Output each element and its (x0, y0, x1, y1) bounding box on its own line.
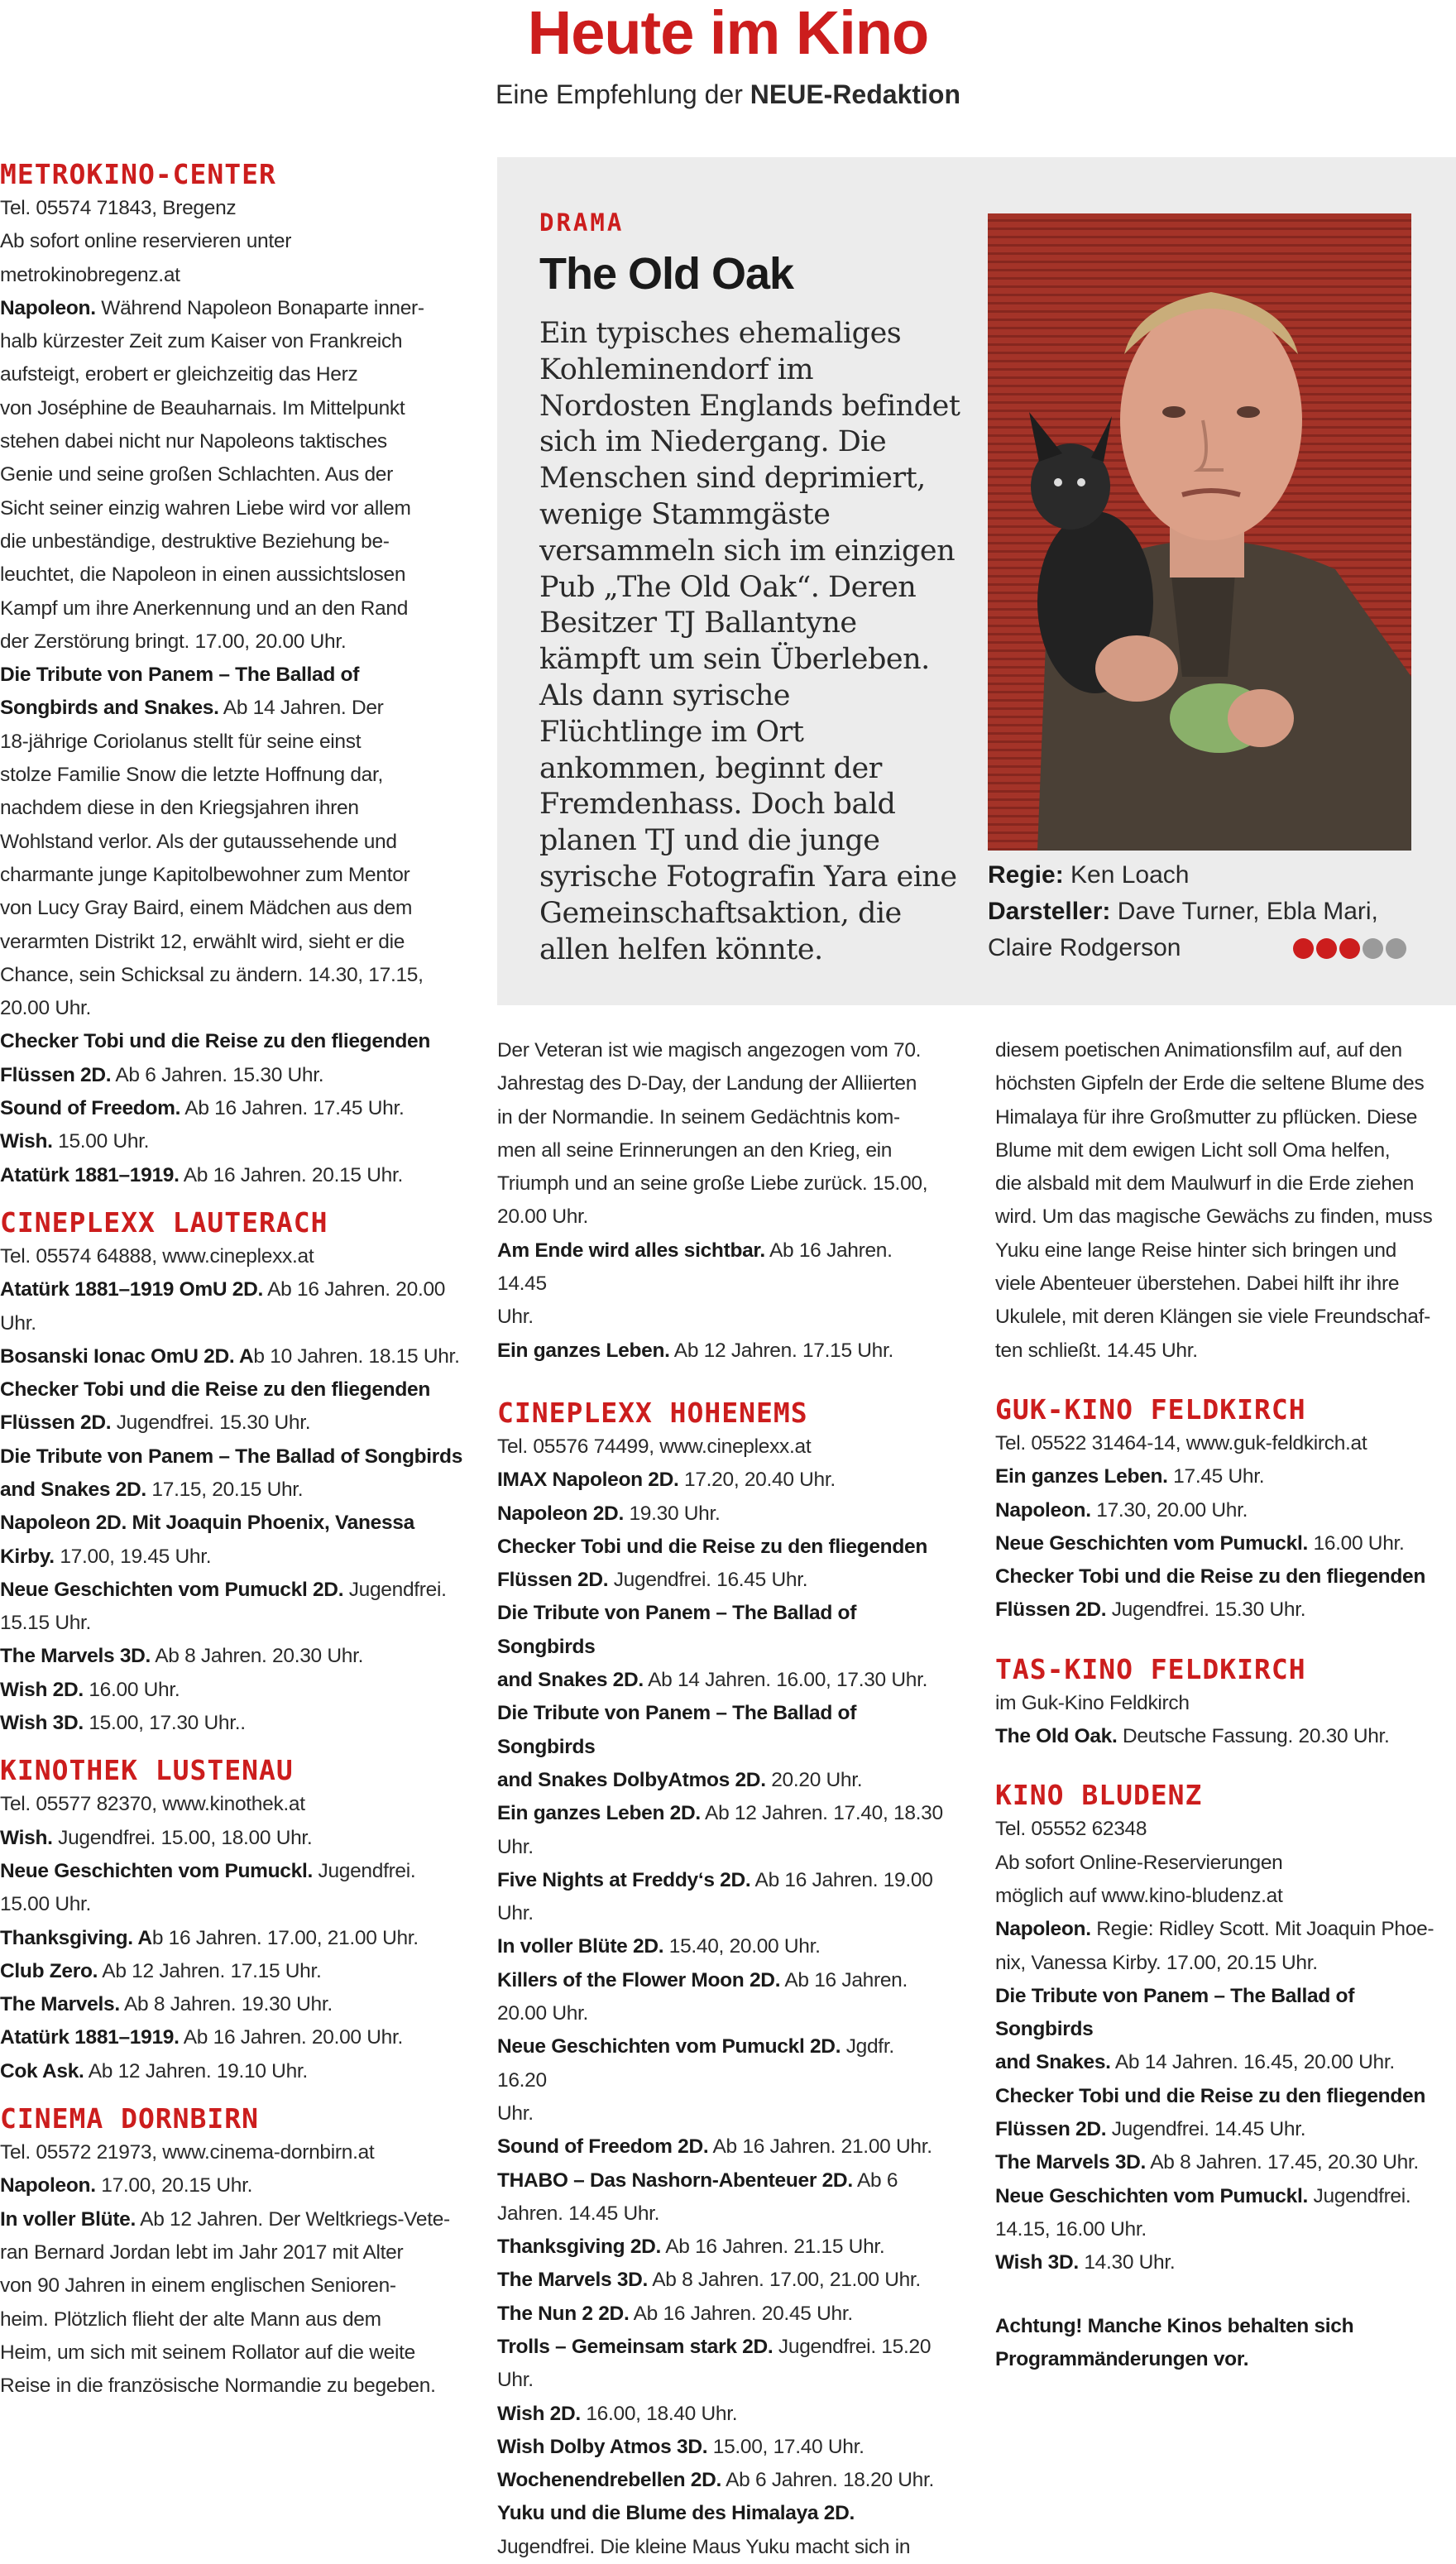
rating-dot-filled (1316, 938, 1337, 959)
cinema-heading: TAS-KINO FELDKIRCH (995, 1652, 1306, 1685)
listing-line: Heim, um sich mit seinem Rollator auf die weite (0, 2341, 415, 2364)
listing-line: and Snakes 2D. Ab 14 Jahren. 16.00, 17.30 Uhr. (497, 1669, 928, 1692)
listing-line: leuchtet, die Napoleon in einen aussichtslosen (0, 563, 406, 587)
listing-line: Club Zero. Ab 12 Jahren. 17.15 Uhr. (0, 1959, 322, 1982)
listing-line: Ein ganzes Leben. Ab 12 Jahren. 17.15 Uhr. (497, 1339, 894, 1362)
listing-line: The Marvels 3D. Ab 8 Jahren. 17.00, 21.00 Uhr. (497, 2269, 921, 2292)
page-subtitle: Eine Empfehlung der NEUE-Redaktion (496, 79, 960, 109)
featured-title: The Old Oak (539, 249, 794, 299)
director-line: Regie: Ken Loach (988, 861, 1190, 889)
listing-line: Atatürk 1881–1919. Ab 16 Jahren. 20.15 Uhr. (0, 1163, 403, 1186)
listing-line: Wish. Jugendfrei. 15.00, 18.00 Uhr. (0, 1826, 313, 1849)
listing-line: Jugendfrei. Die kleine Maus Yuku macht sich in (497, 2535, 911, 2558)
listing-line: Checker Tobi und die Reise zu den fliegenden (497, 1535, 927, 1558)
listing-line: Yuku und die Blume des Himalaya 2D. (497, 2502, 855, 2525)
listing-line: Chance, sein Schicksal zu ändern. 14.30, 17.15, (0, 963, 424, 986)
cinema-contact: Tel. 05577 82370, www.kinothek.at (0, 1793, 305, 1816)
cinema-heading: METROKINO-CENTER (0, 158, 276, 190)
listing-line: Uhr. (497, 2102, 534, 2125)
listing-line: Blume mit dem ewigen Licht soll Oma helfen, (995, 1138, 1391, 1162)
listing-line: Himalaya für ihre Großmutter zu pflücken. Diese (995, 1105, 1418, 1129)
listing-line: Reise in die französische Normandie zu begeben. (0, 2375, 436, 2398)
listing-line: Der Veteran ist wie magisch angezogen vom 70. (497, 1039, 922, 1062)
cinema-contact: Tel. 05574 71843, Bregenz (0, 197, 237, 219)
listing-line: Napoleon. 17.00, 20.15 Uhr. (0, 2174, 253, 2197)
listing-line: ten schließt. 14.45 Uhr. (995, 1339, 1198, 1362)
listing-line: diesem poetischen Animationsfilm auf, auf den (995, 1039, 1402, 1062)
listing-line: Wish 2D. 16.00 Uhr. (0, 1678, 180, 1701)
listing-line: Five Nights at Freddy‘s 2D. Ab 16 Jahren. 19.00 (497, 1868, 933, 1891)
listing-line: Die Tribute von Panem – The Ballad of (0, 664, 360, 687)
listing-line: Flüssen 2D. Jugendfrei. 15.30 Uhr. (0, 1411, 311, 1435)
listing-line: Thanksgiving 2D. Ab 16 Jahren. 21.15 Uhr. (497, 2236, 885, 2259)
listing-line: Sicht seiner einzig wahren Liebe wird vor allem (0, 496, 411, 520)
listing-line: in der Normandie. In seinem Gedächtnis kom- (497, 1105, 900, 1129)
page-header (0, 0, 1456, 111)
listing-line: Songbirds and Snakes. Ab 14 Jahren. Der (0, 697, 384, 720)
cast-line-2: Claire Rodgerson (988, 934, 1181, 961)
listing-line: IMAX Napoleon 2D. 17.20, 20.40 Uhr. (497, 1469, 836, 1492)
listing-line: Die Tribute von Panem – The Ballad of Songbirds (0, 1445, 463, 1468)
listing-line: charmante junge Kapitolbewohner zum Mentor (0, 863, 410, 886)
listing-line: Jahren. 14.45 Uhr. (497, 2202, 660, 2225)
listing-line: Flüssen 2D. Jugendfrei. 14.45 Uhr. (995, 2118, 1306, 2141)
listing-line: Sound of Freedom. Ab 16 Jahren. 17.45 Uhr. (0, 1097, 405, 1120)
listing-line: Checker Tobi und die Reise zu den fliegenden (995, 1565, 1425, 1589)
cinema-heading: CINEMA DORNBIRN (0, 2102, 260, 2135)
listing-line: stolze Familie Snow die letzte Hoffnung dar, (0, 764, 383, 787)
listing-line: Sound of Freedom 2D. Ab 16 Jahren. 21.00 Uhr. (497, 2135, 932, 2159)
cinema-contact: Tel. 05572 21973, www.cinema-dornbirn.at (0, 2141, 375, 2164)
cinema-contact: Tel. 05522 31464-14, www.guk-feldkirch.at (995, 1431, 1367, 1455)
listing-line: Wish 2D. 16.00, 18.40 Uhr. (497, 2402, 738, 2425)
listing-line: Napoleon. Regie: Ridley Scott. Mit Joaquin Phoe- (995, 1918, 1434, 1941)
listing-line: 20.00 Uhr. (497, 2002, 589, 2025)
listing-line: Uhr. (497, 2369, 534, 2392)
listing-line: The Marvels 3D. Ab 8 Jahren. 17.45, 20.30 Uhr. (995, 2151, 1419, 2174)
listing-line: Bosanski Ionac OmU 2D. Ab 10 Jahren. 18.15 Uhr. (0, 1344, 460, 1368)
listing-line: Genie und seine großen Schlachten. Aus der (0, 463, 393, 486)
listing-line: Wish 3D. 15.00, 17.30 Uhr.. (0, 1712, 246, 1735)
listing-line: In voller Blüte 2D. 15.40, 20.00 Uhr. (497, 1935, 821, 1958)
listing-line: Neue Geschichten vom Pumuckl. Jugendfrei. (995, 2184, 1411, 2207)
listing-line: Uhr. (497, 1306, 534, 1329)
listing-line: 15.15 Uhr. (0, 1612, 92, 1635)
listing-line: Wish Dolby Atmos 3D. 15.00, 17.40 Uhr. (497, 2435, 864, 2458)
listing-line: Thanksgiving. Ab 16 Jahren. 17.00, 21.00 Uhr. (0, 1926, 419, 1949)
listing-line: viele Abenteuer überstehen. Dabei hilft ihr ihre (995, 1272, 1400, 1296)
listing-line: Checker Tobi und die Reise zu den fliegenden (0, 1378, 430, 1402)
listing-line: ran Bernard Jordan lebt im Jahr 2017 mit Alter (0, 2241, 404, 2264)
listing-line: aufsteigt, erobert er gleichzeitig das Herz (0, 363, 358, 386)
listing-line: Wish. 15.00 Uhr. (0, 1130, 150, 1153)
listing-line: men all seine Erinnerungen an den Krieg, ein (497, 1138, 893, 1162)
cinema-heading: KINOTHEK LUSTENAU (0, 1754, 294, 1787)
listing-line: The Marvels 3D. Ab 8 Jahren. 20.30 Uhr. (0, 1645, 364, 1668)
listing-line: Uhr. (497, 1902, 534, 1925)
listing-line: Kirby. 17.00, 19.45 Uhr. (0, 1545, 212, 1568)
listing-line: Neue Geschichten vom Pumuckl. Jugendfrei. (0, 1859, 416, 1882)
listing-line: wird. Um das magische Gewächs zu finden, muss (995, 1205, 1433, 1229)
listing-line: Checker Tobi und die Reise zu den fliegenden (0, 1030, 430, 1053)
listing-line: and Snakes 2D. 17.15, 20.15 Uhr. (0, 1478, 304, 1501)
featured-photo (988, 213, 1411, 851)
listing-line: Napoleon. Während Napoleon Bonaparte inner- (0, 296, 424, 319)
listing-line: THABO – Das Nashorn-Abenteuer 2D. Ab 6 (497, 2169, 898, 2192)
listing-line: Killers of the Flower Moon 2D. Ab 16 Jahren. (497, 1968, 908, 1991)
listing-line: Cok Ask. Ab 12 Jahren. 19.10 Uhr. (0, 2059, 308, 2082)
notice: Programmänderungen vor. (995, 2347, 1249, 2370)
listing-line: Die Tribute von Panem – The Ballad of Songbirds (497, 1702, 857, 1758)
listing-line: Ein ganzes Leben. 17.45 Uhr. (995, 1465, 1265, 1488)
cinema-online: Ab sofort Online-Reservierungen (995, 1851, 1283, 1874)
column-1 (0, 157, 463, 2403)
listing-line: der Zerstörung bringt. 17.00, 20.00 Uhr. (0, 630, 347, 653)
cinema-heading: CINEPLEXX HOHENEMS (497, 1396, 808, 1429)
listing-line: and Snakes. Ab 14 Jahren. 16.45, 20.00 Uhr. (995, 2051, 1395, 2074)
listing-line: nix, Vanessa Kirby. 17.00, 20.15 Uhr. (995, 1951, 1318, 1974)
listing-line: The Nun 2 2D. Ab 16 Jahren. 20.45 Uhr. (497, 2302, 853, 2325)
listing-line: heim. Plötzlich flieht der alte Mann aus dem (0, 2308, 381, 2331)
listing-line: Uhr. (0, 1311, 36, 1335)
listing-line: and Snakes DolbyAtmos 2D. 20.20 Uhr. (497, 1768, 863, 1791)
listing-line: Atatürk 1881–1919 OmU 2D. Ab 16 Jahren. 20.00 (0, 1278, 446, 1301)
listing-line: verarmten Distrikt 12, erwählt wird, sieht er die (0, 930, 405, 953)
listing-line: Napoleon. 17.30, 20.00 Uhr. (995, 1498, 1248, 1522)
column-2 (497, 1034, 944, 2564)
listing-line: Wohlstand verlor. Als der gutaussehende und (0, 830, 397, 853)
listing-line: von 90 Jahren in einem englischen Senioren- (0, 2274, 396, 2298)
listing-line: 18-jährige Coriolanus stellt für seine einst (0, 730, 362, 753)
cinema-online: Ab sofort online reservieren unter (0, 230, 292, 253)
listing-line: Flüssen 2D. Jugendfrei. 15.30 Uhr. (995, 1598, 1306, 1622)
listing-line: Die Tribute von Panem – The Ballad of Songbirds (497, 1602, 857, 1658)
listing-line: The Old Oak. Deutsche Fassung. 20.30 Uhr. (995, 1725, 1390, 1748)
listing-line: The Marvels. Ab 8 Jahren. 19.30 Uhr. (0, 1993, 333, 2016)
listing-line: Am Ende wird alles sichtbar. Ab 16 Jahren. 14.45 (497, 1239, 893, 1296)
listing-line: Die Tribute von Panem – The Ballad of Songbirds (995, 1984, 1355, 2041)
cinema-contact: Tel. 05552 62348 (995, 1818, 1147, 1841)
listing-line: Neue Geschichten vom Pumuckl 2D. Jgdfr. 16.20 (497, 2035, 894, 2092)
listing-line: Ukulele, mit deren Klängen sie viele Freundschaf- (995, 1306, 1430, 1329)
cinema-contact: Tel. 05574 64888, www.cineplexx.at (0, 1244, 314, 1268)
listing-line: Neue Geschichten vom Pumuckl. 16.00 Uhr. (995, 1531, 1405, 1555)
listing-line: stehen dabei nicht nur Napoleons taktisches (0, 430, 387, 453)
cinema-heading: CINEPLEXX LAUTERACH (0, 1205, 328, 1239)
cinema-website: metrokinobregenz.at (0, 263, 180, 286)
notice: Achtung! Manche Kinos behalten sich (995, 2314, 1354, 2337)
page-title: Heute im Kino (527, 0, 929, 67)
listing-line: die unbeständige, destruktive Beziehung be- (0, 530, 390, 553)
cinema-location: im Guk-Kino Feldkirch (995, 1691, 1190, 1714)
listing-line: Yuku eine lange Reise hinter sich bringen und (995, 1239, 1397, 1262)
listing-line: Wochenendrebellen 2D. Ab 6 Jahren. 18.20 Uhr. (497, 2469, 935, 2492)
listing-line: nachdem diese in den Kriegsjahren ihren (0, 797, 359, 820)
featured-description: Ein typisches ehemaliges Kohleminendorf im Nordosten Englands befindet sich im Niedergang. Die Menschen sind deprimiert, wenige Stammgäste versammeln sich im einzigen Pub „The Old Oak“. Deren Besitzer TJ Ballantyne kämpft um sein Überleben. Als dann syrische Flüchtlinge im Ort ankommen, beginnt der Fremdenhass. Doch bald planen TJ und die junge syrische Fotografin Yara eine Gemeinschaftsaktion, die allen helfen könnte. (539, 317, 960, 966)
listing-line: Atatürk 1881–1919. Ab 16 Jahren. 20.00 Uhr. (0, 2026, 403, 2049)
listing-line: Ein ganzes Leben 2D. Ab 12 Jahren. 17.40, 18.30 (497, 1802, 943, 1825)
cinema-heading: KINO BLUDENZ (995, 1779, 1203, 1812)
listing-line: von Lucy Gray Baird, einem Mädchen aus dem (0, 897, 413, 920)
listing-line: 20.00 Uhr. (497, 1205, 589, 1229)
listing-line: Kampf um ihre Anerkennung und an den Rand (0, 597, 409, 620)
listing-line: 20.00 Uhr. (0, 997, 92, 1020)
listing-line: von Joséphine de Beauharnais. Im Mittelpunkt (0, 396, 405, 419)
listing-line: 14.15, 16.00 Uhr. (995, 2217, 1147, 2241)
cinema-website: möglich auf www.kino-bludenz.at (995, 1884, 1283, 1907)
listing-line: Napoleon 2D. 19.30 Uhr. (497, 1502, 721, 1525)
listing-line: Wish 3D. 14.30 Uhr. (995, 2251, 1176, 2274)
listing-line: höchsten Gipfeln der Erde die seltene Blume des (995, 1072, 1425, 1095)
rating-dot-filled (1339, 938, 1360, 959)
column-3 (995, 1034, 1454, 2376)
rating-dot-empty (1386, 938, 1406, 959)
listing-line: die alsbald mit dem Maulwurf in die Erde ziehen (995, 1172, 1415, 1196)
featured-photo-image (988, 213, 1411, 851)
cast-line: Darsteller: Dave Turner, Ebla Mari, (988, 898, 1378, 925)
listing-line: 15.00 Uhr. (0, 1893, 92, 1916)
listing-line: Napoleon 2D. Mit Joaquin Phoenix, Vanessa (0, 1512, 414, 1535)
listing-line: Flüssen 2D. Jugendfrei. 16.45 Uhr. (497, 1569, 808, 1592)
featured-genre: DRAMA (539, 208, 625, 237)
rating-dot-empty (1363, 938, 1383, 959)
listing-line: Trolls – Gemeinsam stark 2D. Jugendfrei. 15.20 (497, 2335, 932, 2358)
listing-line: Checker Tobi und die Reise zu den fliegenden (995, 2084, 1425, 2107)
listing-line: Flüssen 2D. Ab 6 Jahren. 15.30 Uhr. (0, 1063, 324, 1086)
listing-line: Jahrestag des D-Day, der Landung der Alliierten (497, 1072, 917, 1095)
rating-dot-filled (1293, 938, 1314, 959)
rating-dots (1293, 938, 1409, 963)
listing-line: Uhr. (497, 1835, 534, 1858)
cinema-heading: GUK-KINO FELDKIRCH (995, 1392, 1306, 1426)
listing-line: Triumph und an seine große Liebe zurück. 15.00, (497, 1172, 928, 1196)
cinema-contact: Tel. 05576 74499, www.cineplexx.at (497, 1435, 812, 1458)
listing-line: halb kürzester Zeit zum Kaiser von Frankreich (0, 330, 403, 353)
listing-line: Neue Geschichten vom Pumuckl 2D. Jugendfrei. (0, 1578, 447, 1601)
listing-line: In voller Blüte. Ab 12 Jahren. Der Weltkriegs-Vete- (0, 2207, 450, 2231)
